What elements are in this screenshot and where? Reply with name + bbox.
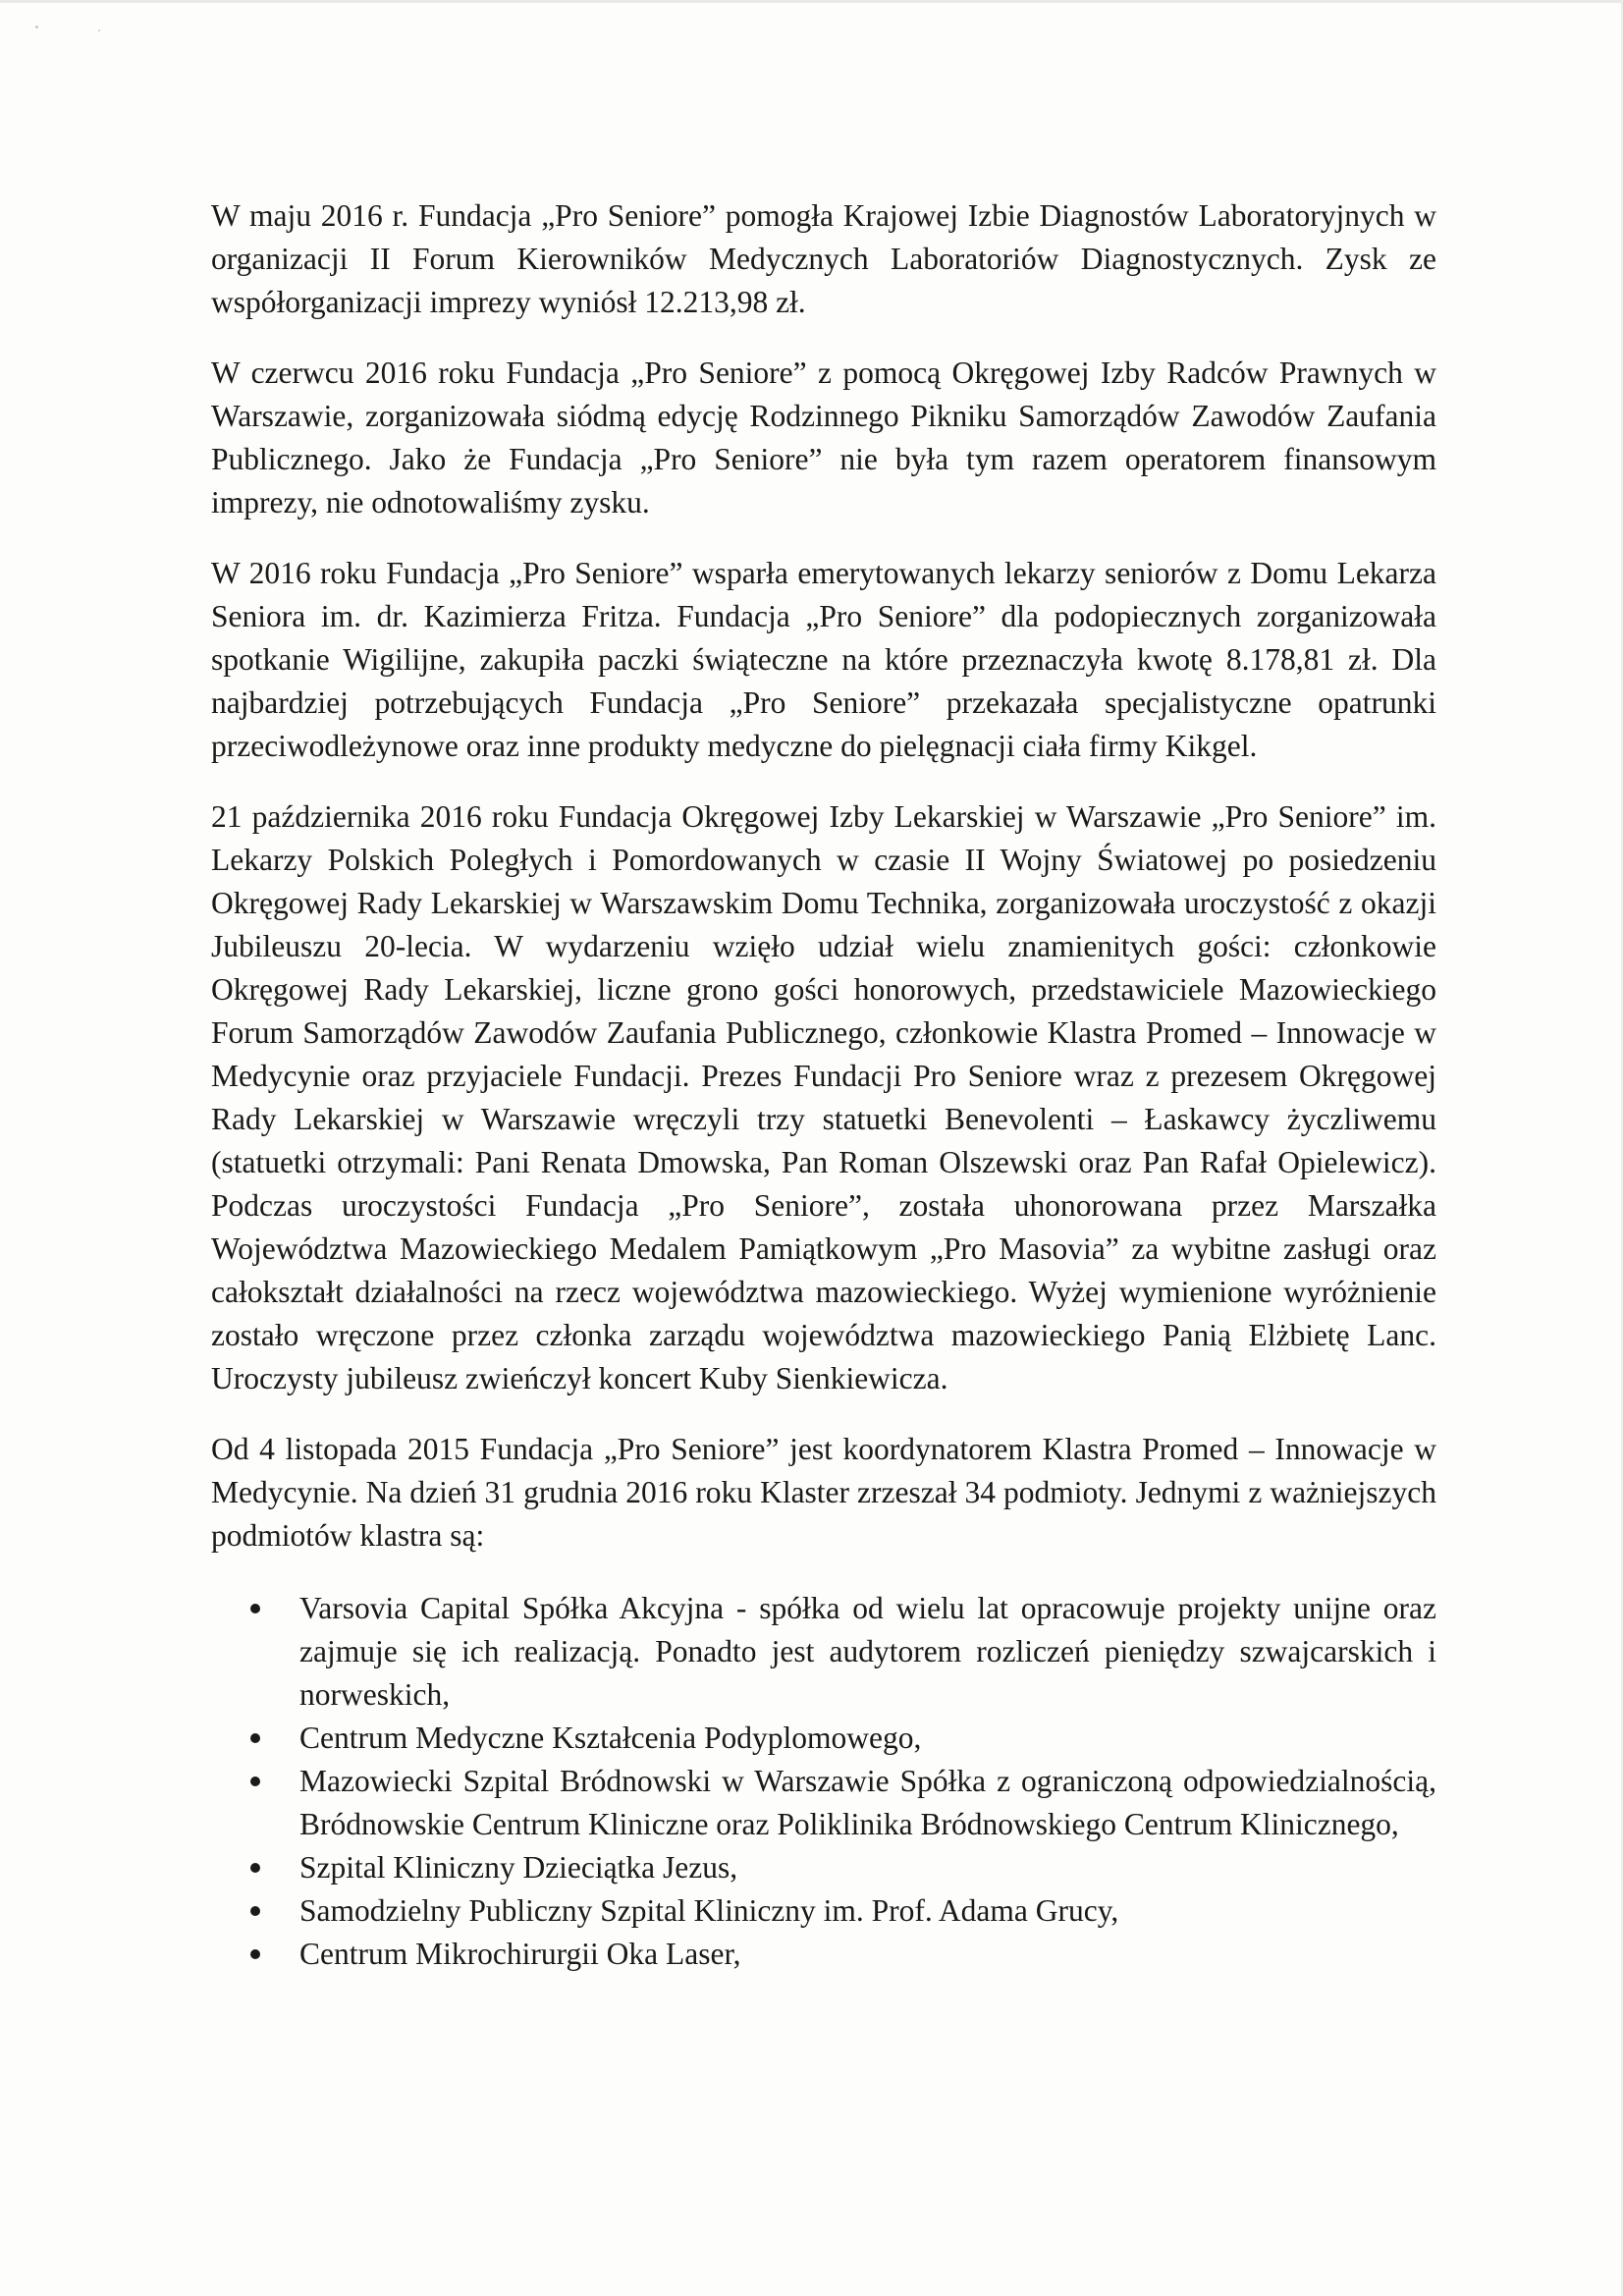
- list-item: [211, 1889, 1436, 1933]
- scan-speck: [98, 29, 100, 31]
- bullet-icon: [250, 1906, 260, 1916]
- scan-edge-top: [0, 0, 1623, 3]
- paragraph-forum: W maju 2016 r. Fundacja „Pro Seniore” pomogła Krajowej Izbie Diagnostów Laboratoryjnych w organizacji II Forum Kierowników Medycznych Laboratoriów Diagnostycznych. Zysk ze współorganizacji imprezy wyniósł 12.213,98 zł.: [211, 198, 1436, 319]
- list-item-text: Samodzielny Publiczny Szpital Kliniczny im. Prof. Adama Grucy,: [299, 1893, 1119, 1928]
- bullet-icon: [250, 1863, 260, 1873]
- bullet-icon: [250, 1604, 260, 1613]
- list-item-text: Centrum Medyczne Kształcenia Podyplomowego,: [299, 1721, 922, 1755]
- list-item-text: Mazowiecki Szpital Bródnowski w Warszawie Spółka z ograniczoną odpowiedzialnością, Bródnowskie Centrum Kliniczne oraz Poliklinika Bródnowskiego Centrum Klinicznego,: [299, 1764, 1436, 1841]
- list-item: [211, 1760, 1436, 1846]
- scan-speck: [35, 26, 38, 28]
- list-item: [211, 1587, 1436, 1717]
- list-item: [211, 1846, 1436, 1889]
- bullet-icon: [250, 1777, 260, 1786]
- list-item-text: Varsovia Capital Spółka Akcyjna - spółka od wielu lat opracowuje projekty unijne oraz zajmuje się ich realizacją. Ponadto jest audytorem rozliczeń pieniędzy szwajcarskich i norweskich,: [299, 1591, 1436, 1712]
- list-item-text: Centrum Mikrochirurgii Oka Laser,: [299, 1937, 741, 1971]
- paragraph-picnic: W czerwcu 2016 roku Fundacja „Pro Seniore” z pomocą Okręgowej Izby Radców Prawnych w Warszawie, zorganizowała siódmą edycję Rodzinnego Pikniku Samorządów Zawodów Zaufania Publicznego. Jako że Fundacja „Pro Seniore” nie była tym razem operatorem finansowym imprezy, nie odnotowaliśmy zysku.: [211, 355, 1436, 519]
- paragraph-jubilee: 21 października 2016 roku Fundacja Okręgowej Izby Lekarskiej w Warszawie „Pro Seniore” im. Lekarzy Polskich Poległych i Pomordowanych w czasie II Wojny Światowej po posiedzeniu Okręgowej Rady Lekarskiej w Warszawskim Domu Technika, zorganizowała uroczystość z okazji Jubileuszu 20-lecia. W wydarzeniu wzięło udział wielu znamienitych gości: członkowie Okręgowej Rady Lekarskiej, liczne grono gości honorowych, przedstawiciele Mazowieckiego Forum Samorządów Zawodów Zaufania Publicznego, członkowie Klastra Promed – Innowacje w Medycynie oraz przyjaciele Fundacji. Prezes Fundacji Pro Seniore wraz z prezesem Okręgowej Rady Lekarskiej w Warszawie wręczyli trzy statuetki Benevolenti – Łaskawcy życzliwemu (statuetki otrzymali: Pani Renata Dmowska, Pan Roman Olszewski oraz Pan Rafał Opielewicz). Podczas uroczystości Fundacja „Pro Seniore”, została uhonorowana przez Marszałka Województwa Mazowieckiego Medalem Pamiątkowym „Pro Masovia” za wybitne zasługi oraz całokształt działalności na rzecz województwa mazowieckiego. Wyżej wymienione wyróżnienie zostało wręczone przez członka zarządu województwa mazowieckiego Panią Elżbietę Lanc. Uroczysty jubileusz zwieńczył koncert Kuby Sienkiewicza.: [211, 799, 1436, 1395]
- list-item-text: Szpital Kliniczny Dzieciątka Jezus,: [299, 1850, 738, 1885]
- paragraph-senior-support: W 2016 roku Fundacja „Pro Seniore” wsparła emerytowanych lekarzy seniorów z Domu Lekarza Seniora im. dr. Kazimierza Fritza. Fundacja „Pro Seniore” dla podopiecznych zorganizowała spotkanie Wigilijne, zakupiła paczki świąteczne na które przeznaczyła kwotę 8.178,81 zł. Dla najbardziej potrzebujących Fundacja „Pro Seniore” przekazała specjalistyczne opatrunki przeciwodleżynowe oraz inne produkty medyczne do pielęgnacji ciała firmy Kikgel.: [211, 556, 1436, 763]
- bullet-icon: [250, 1949, 260, 1959]
- paragraph-cluster: Od 4 listopada 2015 Fundacja „Pro Seniore” jest koordynatorem Klastra Promed – Innowacje w Medycynie. Na dzień 31 grudnia 2016 roku Klaster zrzeszał 34 podmioty. Jednymi z ważniejszych podmiotów klastra są:: [211, 1432, 1436, 1553]
- bullet-icon: [250, 1733, 260, 1743]
- list-item: [211, 1933, 1436, 1976]
- cluster-members-list: [211, 1587, 1436, 1976]
- document-body: [211, 194, 1436, 1976]
- list-item: [211, 1717, 1436, 1760]
